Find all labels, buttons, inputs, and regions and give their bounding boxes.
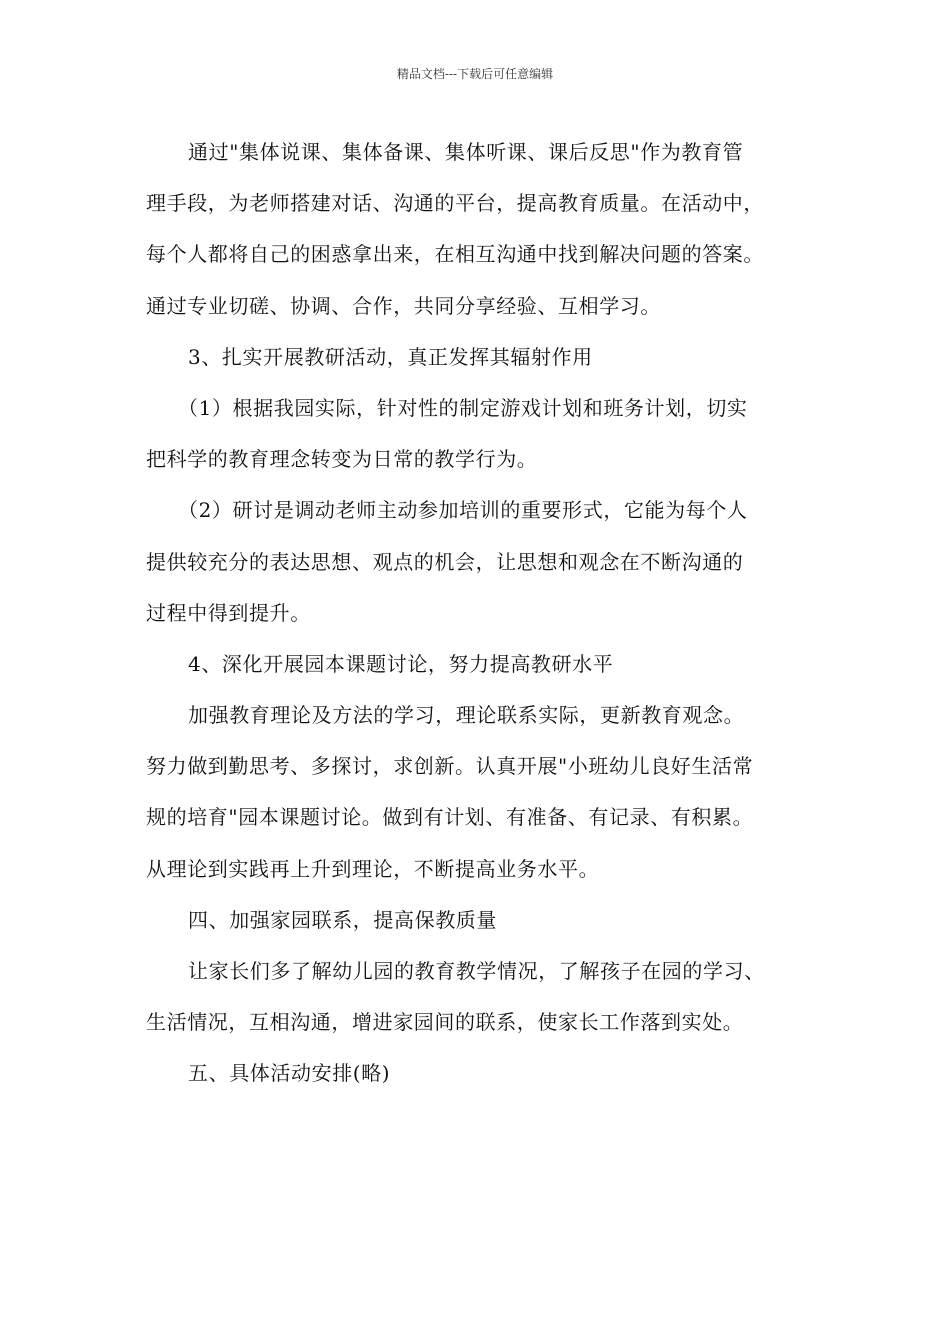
section-heading: 四、加强家园联系，提高保教质量 — [188, 907, 497, 932]
paragraph-line: （2）研讨是调动老师主动参加培训的重要形式，它能为每个人 — [178, 498, 748, 523]
paragraph-line: 让家长们多了解幼儿园的教育教学情况，了解孩子在园的学习、 — [188, 959, 765, 983]
paragraph-line: （1）根据我园实际，针对性的制定游戏计划和班务计划，切实 — [178, 395, 748, 420]
section-heading: 4、深化开展园本课题讨论，努力提高教研水平 — [188, 651, 614, 676]
document-body — [146, 132, 836, 1105]
paragraph-line: 把科学的教育理念转变为日常的教学行为。 — [146, 447, 538, 472]
paragraph-line: 通过专业切磋、协调、合作，共同分享经验、互相学习。 — [146, 293, 661, 318]
paragraph-line: 从理论到实践再上升到理论，不断提高业务水平。 — [146, 856, 600, 881]
paragraph-line: 生活情况，互相沟通，增进家园间的联系，使家长工作落到实处。 — [146, 1010, 744, 1035]
paragraph-line: 规的培育"园本课题讨论。做到有计划、有准备、有记录、有积累。 — [146, 805, 754, 830]
paragraph-line: 过程中得到提升。 — [146, 600, 311, 625]
paragraph-line: 每个人都将自己的困惑拿出来，在相互沟通中找到解决问题的答案。 — [146, 242, 764, 267]
page-header: 精品文档---下载后可任意编辑 — [396, 67, 554, 81]
paragraph-line: 努力做到勤思考、多探讨，求创新。认真开展"小班幼儿良好生活常 — [146, 754, 754, 779]
paragraph-line: 通过"集体说课、集体备课、集体听课、课后反思"作为教育管 — [188, 140, 744, 164]
paragraph-line: 理手段，为老师搭建对话、沟通的平台，提高教育质量。在活动中， — [146, 191, 764, 216]
paragraph-line: 加强教育理论及方法的学习，理论联系实际，更新教育观念。 — [188, 703, 745, 728]
section-heading: 五、具体活动安排(略) — [188, 1061, 391, 1086]
section-heading: 3、扎实开展教研活动，真正发挥其辐射作用 — [188, 344, 593, 369]
paragraph-line: 提供较充分的表达思想、观点的机会，让思想和观念在不断沟通的 — [146, 549, 744, 574]
